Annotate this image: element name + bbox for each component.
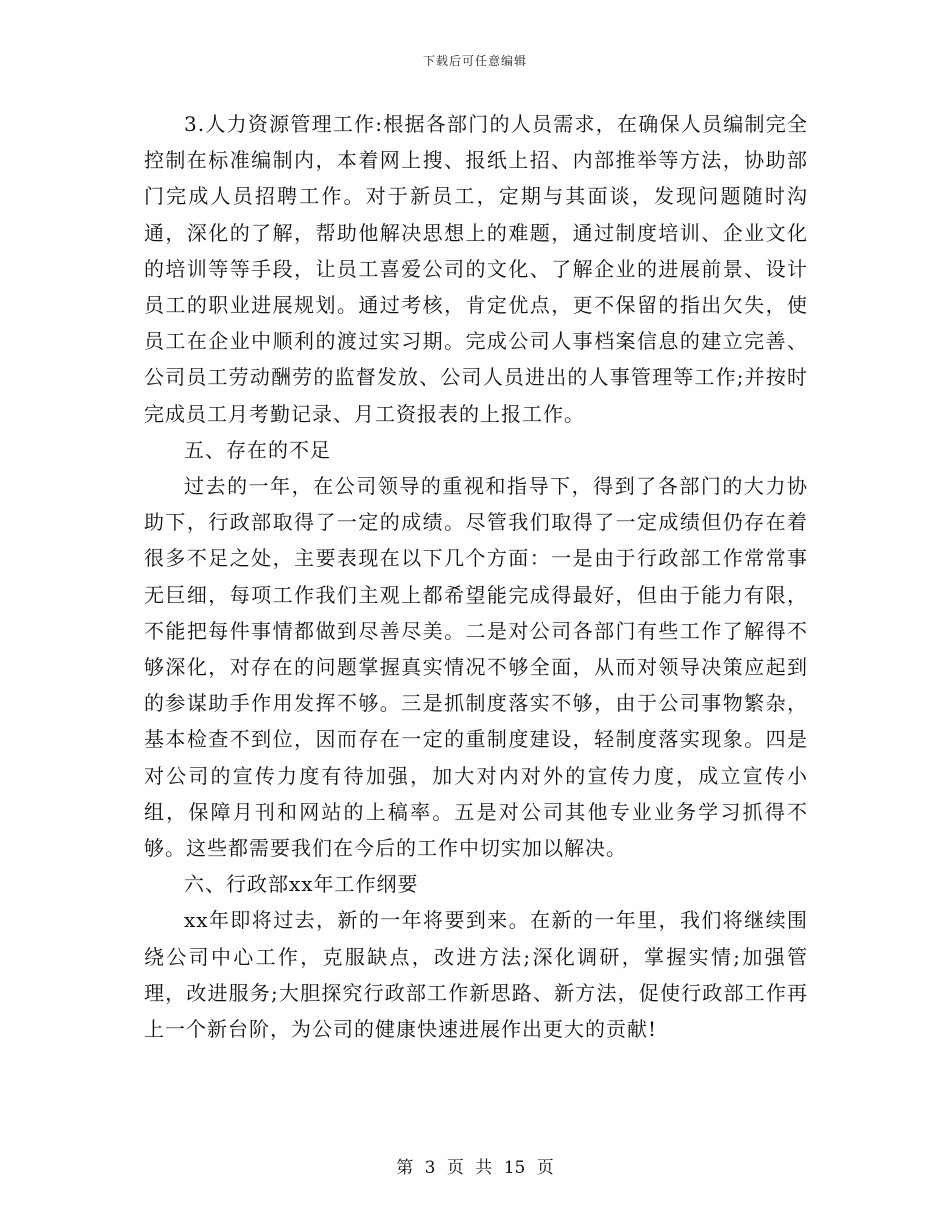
work-plan-paragraph: xx年即将过去，新的一年将要到来。在新的一年里，我们将继续围绕公司中心工作，克服缺点，改进方法;深化调研，掌握实情;加强管理，改进服务;大胆探究行政部工作新思路、新方法，促使行政部工作再上一个新台阶，为公司的健康快速进展作出更大的贡献! (144, 908, 808, 1042)
section-heading-shortcomings: 五、存在的不足 (184, 437, 331, 462)
hr-management-paragraph: 3.人力资源管理工作:根据各部门的人员需求，在确保人员编制完全控制在标准编制内，本着网上搜、报纸上招、内部推举等方法，协助部门完成人员招聘工作。对于新员工，定期与其面谈，发现问题随时沟通，深化的了解，帮助他解决思想上的难题，通过制度培训、企业文化的培训等等手段，让员工喜爱公司的文化、了解企业的进展前景、设计员工的职业进展规划。通过考核，肯定优点，更不保留的指出欠失，使员工在企业中顺利的渡过实习期。完成公司人事档案信息的建立完善、公司员工劳动酬劳的监督发放、公司人员进出的人事管理等工作;并按时完成员工月考勤记录、月工资报表的上报工作。 (144, 112, 808, 426)
page-header: 下载后可任意编辑 (422, 54, 527, 68)
section-heading-work-plan: 六、行政部xx年工作纲要 (184, 872, 419, 897)
page-number-footer: 第 3 页 共 15 页 (396, 1158, 554, 1178)
document-body (144, 106, 808, 1047)
shortcomings-paragraph: 过去的一年，在公司领导的重视和指导下，得到了各部门的大力协助下，行政部取得了一定的成绩。尽管我们取得了一定成绩但仍存在着很多不足之处，主要表现在以下几个方面：一是由于行政部工作常常事无巨细，每项工作我们主观上都希望能完成得最好，但由于能力有限，不能把每件事情都做到尽善尽美。二是对公司各部门有些工作了解得不够深化，对存在的问题掌握真实情况不够全面，从而对领导决策应起到的参谋助手作用发挥不够。三是抓制度落实不够，由于公司事物繁杂，基本检查不到位，因而存在一定的重制度建设，轻制度落实现象。四是对公司的宣传力度有待加强，加大对内对外的宣传力度，成立宣传小组，保障月刊和网站的上稿率。五是对公司其他专业业务学习抓得不够。这些都需要我们在今后的工作中切实加以解决。 (144, 474, 808, 861)
